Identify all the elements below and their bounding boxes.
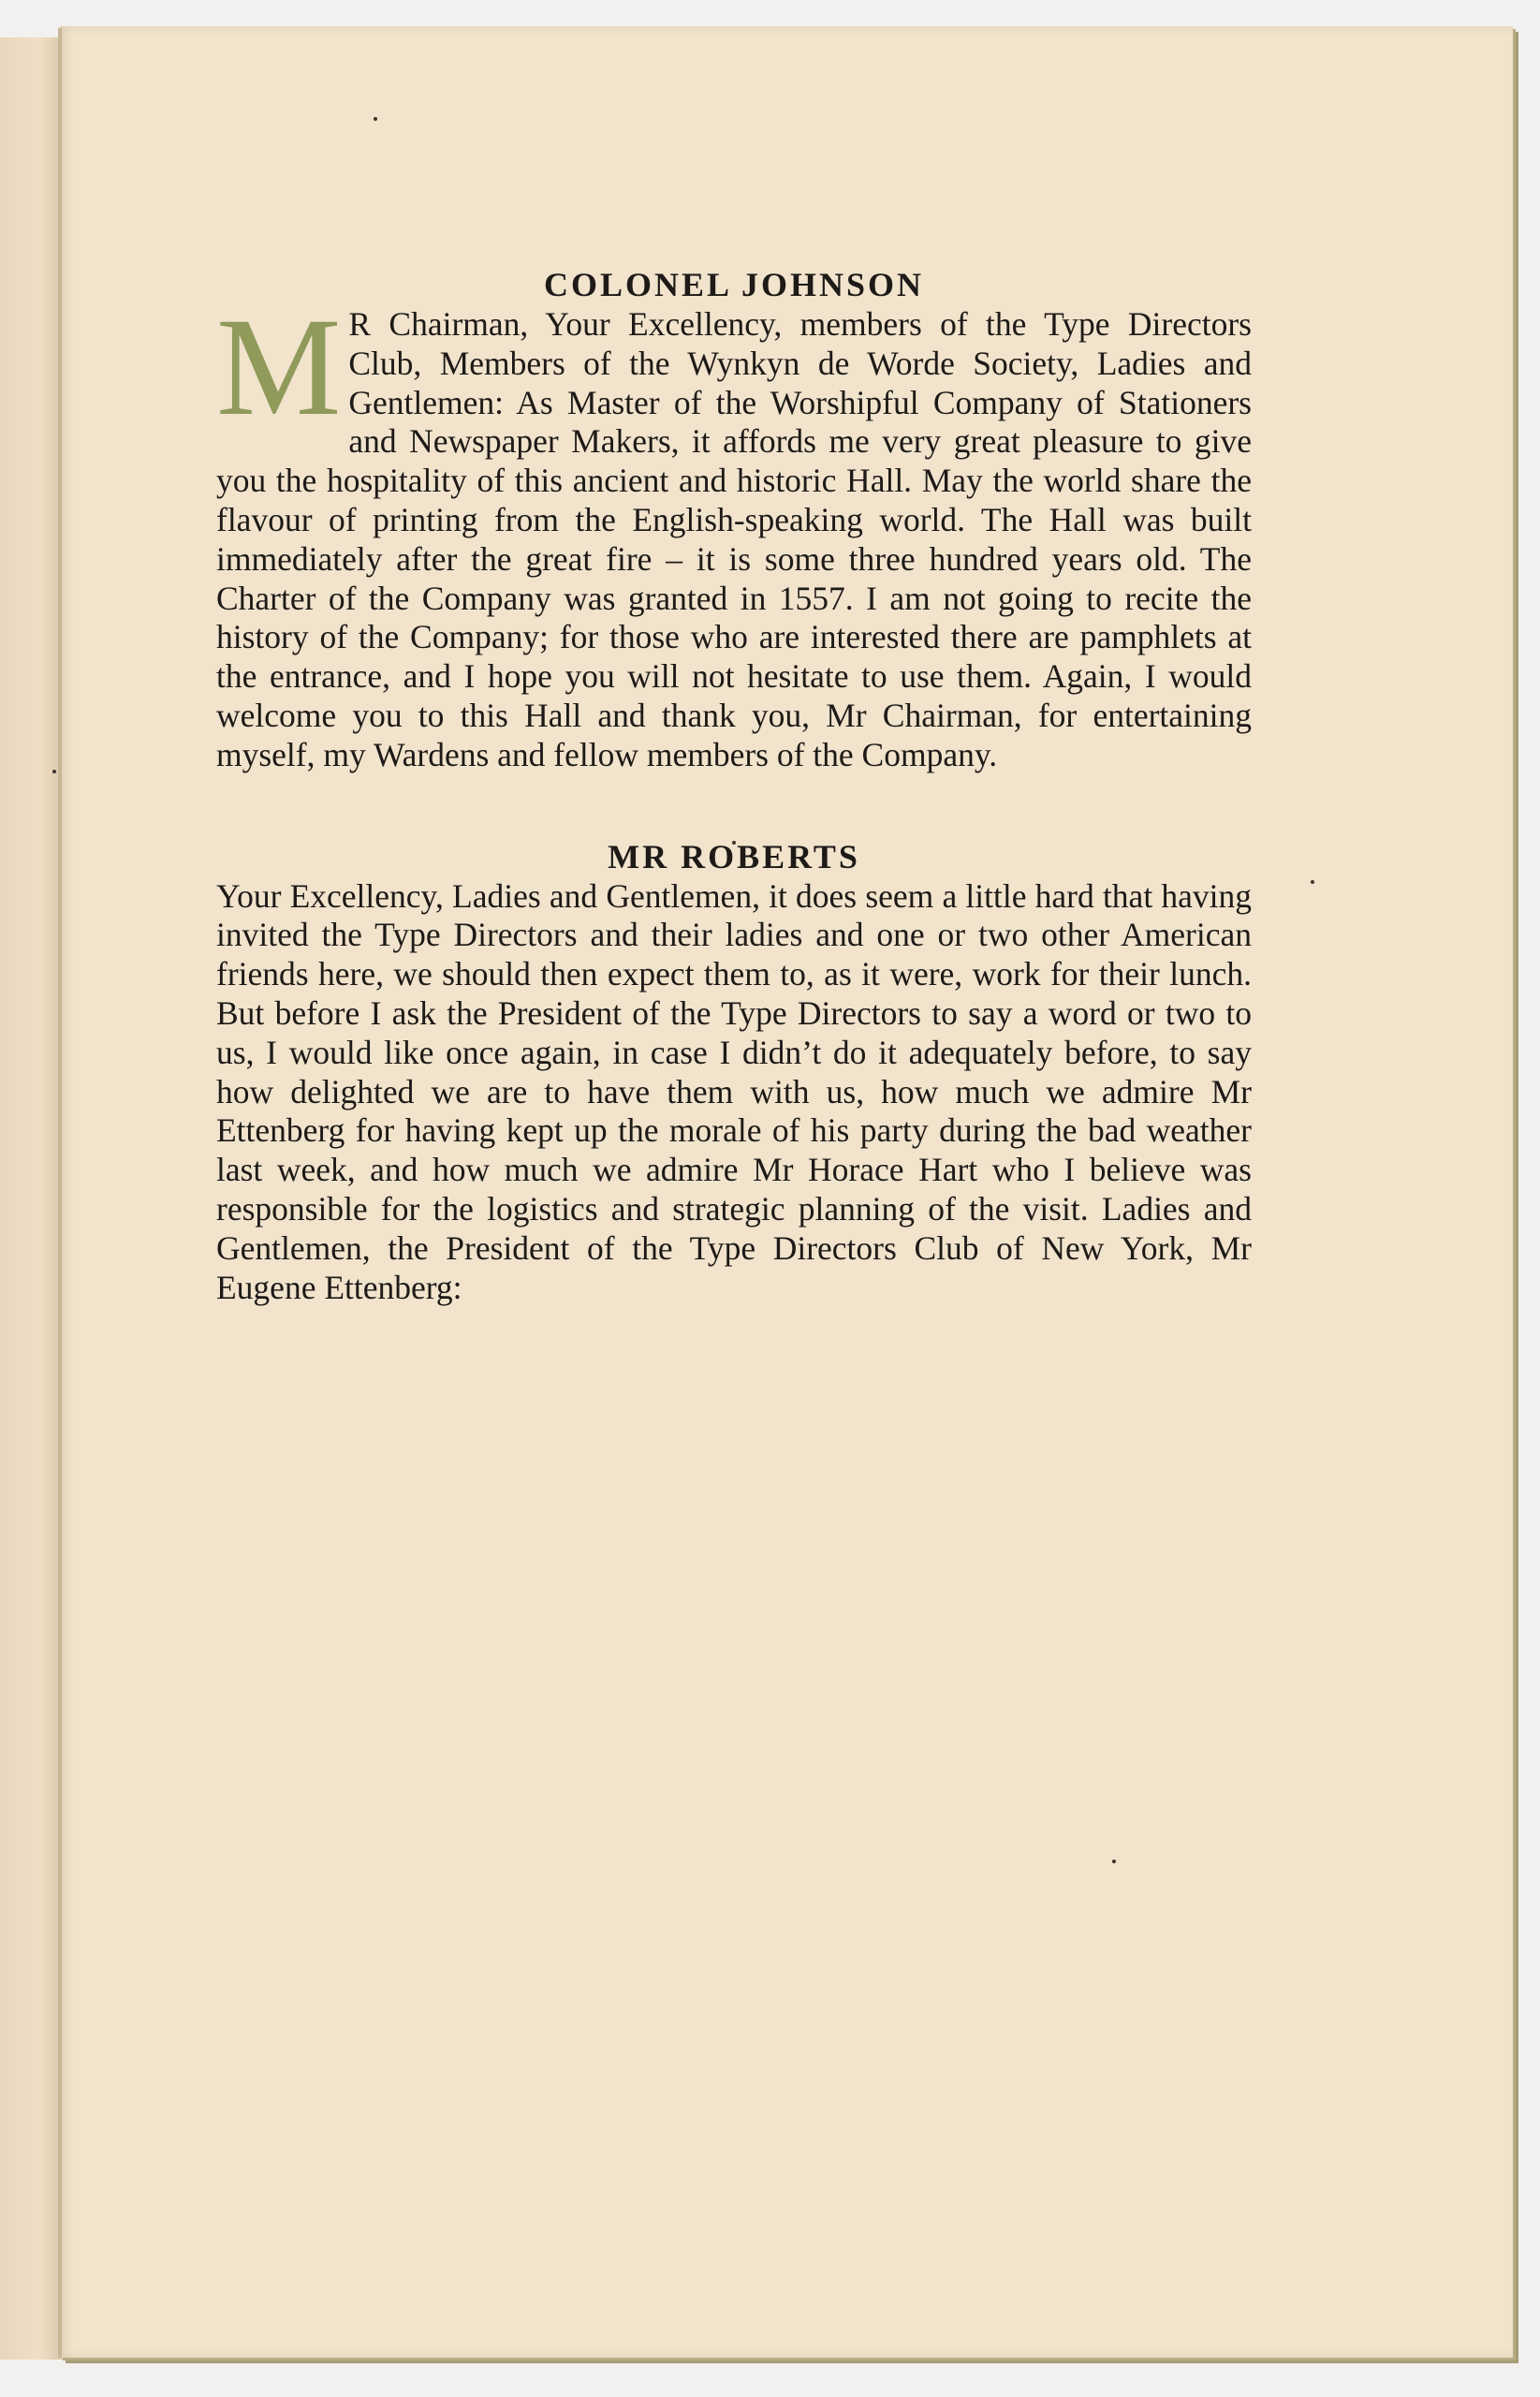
document-text — [216, 264, 1252, 1307]
speaker-heading-mr-roberts: MR ROBERTS — [608, 837, 860, 875]
facing-page-edge — [0, 37, 66, 2360]
speck — [52, 770, 56, 773]
speck — [1311, 880, 1314, 884]
page-gutter — [58, 28, 62, 2358]
section-spacer — [216, 775, 1252, 836]
speaker-heading-colonel-johnson: COLONEL JOHNSON — [543, 266, 925, 303]
speck — [1112, 1860, 1116, 1863]
speech-text-colonel-johnson: R Chairman, Your Excellency, members of the Type Directors Club, Members of the Wynkyn de Worde Society, Ladies and Gentlemen: As Master of the Worshipful Company of Stationers and Newspaper Makers, it affords me very great pleasure to give you the hospitality of this ancient and historic Hall. May the world share the flavour of printing from the English-speaking world. The Hall was built immediately after the great fire – it is some three hundred years old. The Charter of the Company was granted in 1557. I am not going to recite the history of the Company; for those who are interested there are pamphlets at the entrance, and I hope you will not hesitate to use them. Again, I would welcome you to this Hall and thank you, Mr Chairman, for entertaining myself, my Wardens and fellow members of the Company. — [216, 305, 1252, 773]
drop-cap-letter: M — [216, 289, 342, 445]
speech-paragraph-mr-roberts: Your Excellency, Ladies and Gentlemen, it does seem a little hard that having invited the Type Directors and their ladies and one or two other American friends here, we should then expect them to, as it were, work for their lunch. But before I ask the President of the Type Directors to say a word or two to us, I would like once again, in case I didn’t do it adequately before, to say how delighted we are to have them with us, how much we admire Mr Ettenberg for having kept up the morale of his party during the bad weather last week, and how much we admire Mr Horace Hart who I believe was responsible for the logistics and strategic planning of the visit. Ladies and Gentlemen, the President of the Type Directors Club of New York, Mr Eugene Ettenberg: — [216, 876, 1252, 1306]
speech-paragraph-colonel-johnson — [216, 289, 1252, 775]
speck — [374, 117, 377, 121]
